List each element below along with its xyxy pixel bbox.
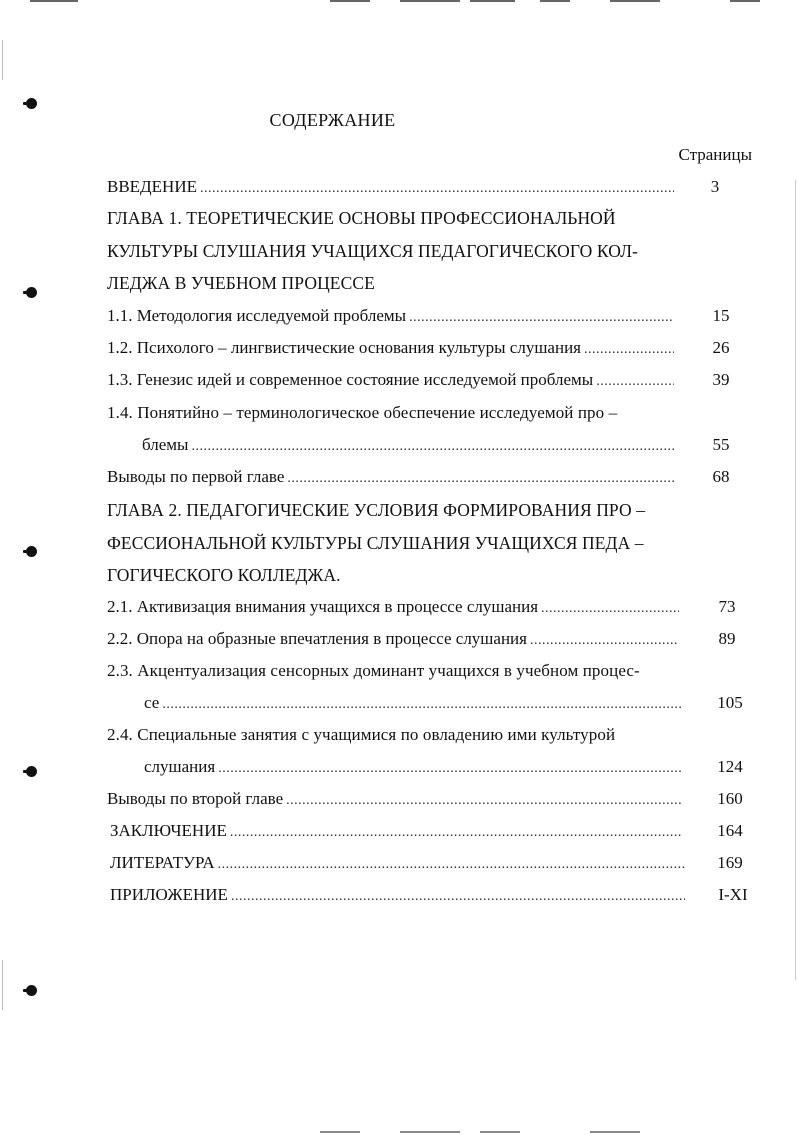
dot-leader xyxy=(286,790,682,812)
dot-leader xyxy=(200,178,674,200)
scan-edge-bottom xyxy=(400,1131,460,1133)
dot-leader xyxy=(191,436,674,458)
toc-entry xyxy=(107,305,677,329)
toc-entry-label: 1.2. Психолого – лингвистические основания культуры слушания xyxy=(107,338,581,357)
binder-hole-icon xyxy=(26,766,37,777)
dot-leader xyxy=(231,886,685,908)
toc-entry xyxy=(142,434,677,458)
dot-leader xyxy=(287,468,674,490)
toc-entry xyxy=(107,176,677,200)
dot-leader xyxy=(584,339,674,361)
toc-entry xyxy=(107,596,682,620)
binder-hole-icon xyxy=(26,98,37,109)
toc-entry-page: 73 xyxy=(718,597,736,616)
dot-leader xyxy=(218,854,685,876)
toc-entry-label: ЛИТЕРАТУРА xyxy=(110,853,215,872)
toc-entry-label: 1.3. Генезис идей и современное состояние исследуемой проблемы xyxy=(107,370,594,389)
chapter-heading-line: ЛЕДЖА В УЧЕБНОМ ПРОЦЕССЕ xyxy=(107,273,375,293)
toc-entry-page: 3 xyxy=(710,177,720,196)
dot-leader xyxy=(230,822,682,844)
chapter-heading-line: КУЛЬТУРЫ СЛУШАНИЯ УЧАЩИХСЯ ПЕДАГОГИЧЕСКОГО КОЛ- xyxy=(107,241,638,261)
toc-entry xyxy=(110,820,685,844)
toc-entry-page: I-XI xyxy=(718,885,748,904)
toc-entry-label: Выводы по первой главе xyxy=(107,467,285,486)
scan-edge-bottom xyxy=(320,1131,360,1133)
toc-entry-label: ЗАКЛЮЧЕНИЕ xyxy=(110,821,227,840)
toc-entry-label: 1.1. Методология исследуемой проблемы xyxy=(107,306,407,325)
scan-edge-bottom xyxy=(480,1131,520,1133)
toc-entry-label: слушания xyxy=(144,757,216,776)
toc-entry xyxy=(144,756,685,780)
toc-entry-label: блемы xyxy=(142,435,189,454)
toc-entry xyxy=(107,337,677,361)
toc-entry-label: се xyxy=(144,693,160,712)
chapter-heading-line: ГЛАВА 2. ПЕДАГОГИЧЕСКИЕ УСЛОВИЯ ФОРМИРОВАНИЯ ПРО – xyxy=(107,500,646,520)
toc-entry-page: 68 xyxy=(712,467,730,486)
dot-leader xyxy=(530,630,679,652)
toc-entry-label: 1.4. Понятийно – терминологическое обеспечение исследуемой про – xyxy=(107,403,618,422)
scan-edge-right xyxy=(795,180,796,980)
toc-entry-page: 39 xyxy=(712,370,730,389)
toc-entry-label: ПРИЛОЖЕНИЕ xyxy=(110,885,228,904)
scan-edge-left xyxy=(2,960,3,1010)
dot-leader xyxy=(409,307,674,329)
chapter-heading-line: ГОГИЧЕСКОГО КОЛЛЕДЖА. xyxy=(107,565,341,585)
toc-entry xyxy=(107,788,685,812)
dot-leader xyxy=(541,598,679,620)
toc-entry xyxy=(107,466,677,490)
toc-entry-label: 2.1. Активизация внимания учащихся в процессе слушания xyxy=(107,597,539,616)
toc-entry-label: 2.3. Акцентуализация сенсорных доминант учащихся в учебном процес- xyxy=(107,661,640,680)
toc-entry-page: 164 xyxy=(717,821,743,840)
chapter-heading-line: ФЕССИОНАЛЬНОЙ КУЛЬТУРЫ СЛУШАНИЯ УЧАЩИХСЯ ПЕДА – xyxy=(107,533,644,553)
toc-entry-page: 15 xyxy=(712,306,730,325)
scan-edge-top xyxy=(0,0,798,2)
binder-hole-icon xyxy=(26,985,37,996)
toc-entry-page: 169 xyxy=(717,853,743,872)
toc-entry xyxy=(144,692,685,716)
toc-entry-page: 105 xyxy=(717,693,743,712)
toc-entry-label: 2.2. Опора на образные впечатления в процессе слушания xyxy=(107,629,527,648)
toc-entry-page: 55 xyxy=(712,435,730,454)
toc-entry-page: 160 xyxy=(717,789,743,808)
pages-column-label: Страницы xyxy=(678,145,752,164)
toc-entry xyxy=(110,852,688,876)
toc-entry xyxy=(107,628,682,652)
toc-entry-label: 2.4. Специальные занятия с учащимися по овладению ими культурой xyxy=(107,725,616,744)
scan-edge-bottom xyxy=(590,1131,640,1133)
toc-entry-page: 89 xyxy=(718,629,736,648)
toc-entry-page: 124 xyxy=(717,757,743,776)
toc-entry xyxy=(110,884,688,908)
dot-leader xyxy=(218,758,682,780)
binder-hole-icon xyxy=(26,546,37,557)
scan-edge-left xyxy=(2,40,3,80)
chapter-heading-line: ГЛАВА 1. ТЕОРЕТИЧЕСКИЕ ОСНОВЫ ПРОФЕССИОНАЛЬНОЙ xyxy=(107,208,616,228)
toc-entry-label: ВВЕДЕНИЕ xyxy=(107,177,197,196)
binder-hole-icon xyxy=(26,287,37,298)
page-title: СОДЕРЖАНИЕ xyxy=(269,110,396,130)
dot-leader xyxy=(162,694,682,716)
dot-leader xyxy=(596,371,674,393)
toc-entry-page: 26 xyxy=(712,338,730,357)
toc-entry-label: Выводы по второй главе xyxy=(107,789,284,808)
toc-entry xyxy=(107,369,677,393)
